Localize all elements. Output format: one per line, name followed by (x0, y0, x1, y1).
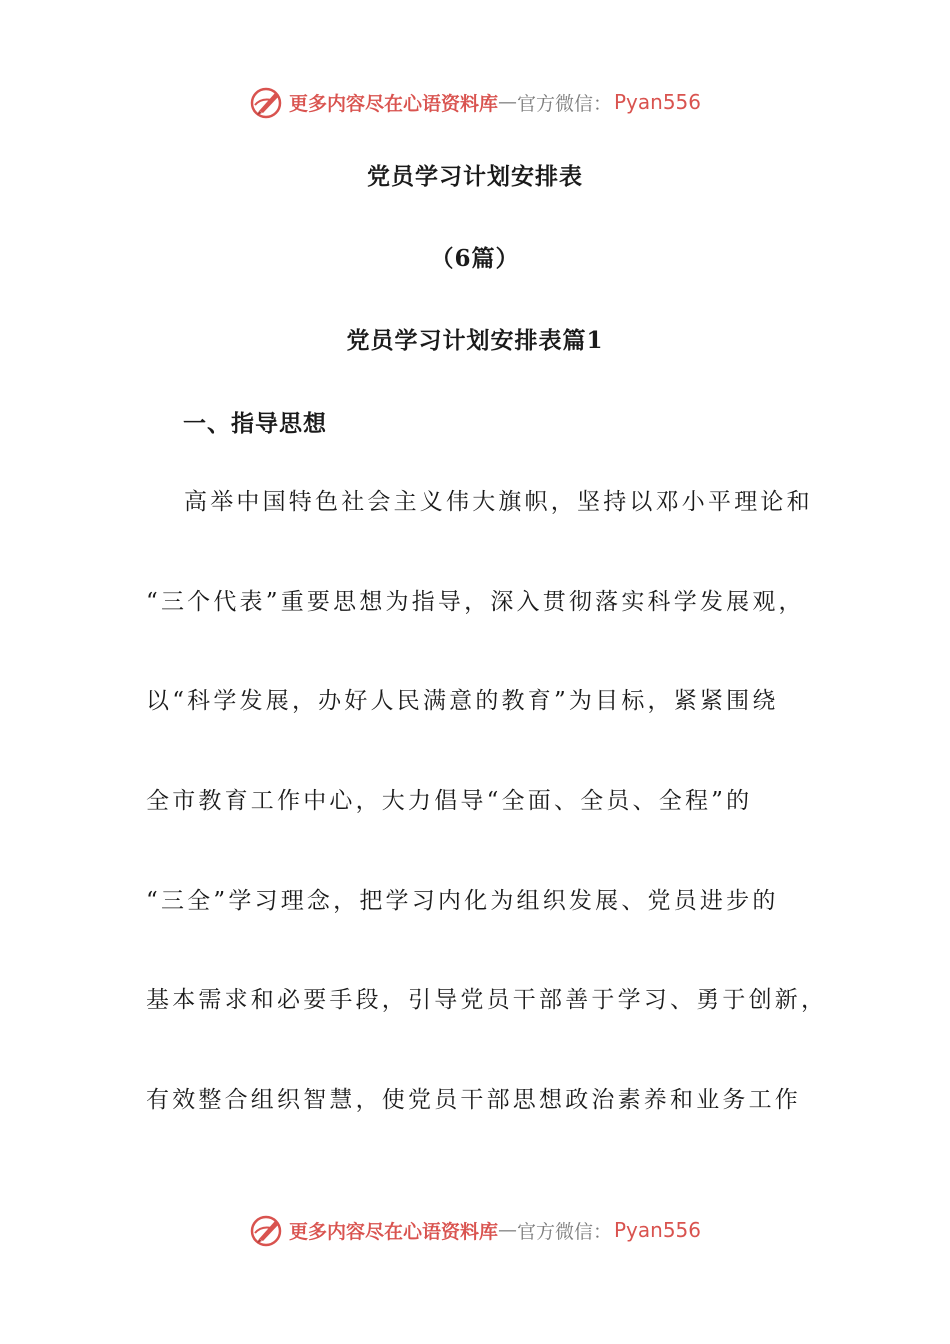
banner-main-text: 更多内容尽在心语资料库 (288, 92, 498, 115)
banner-main-text: 更多内容尽在心语资料库 (288, 1220, 498, 1243)
paragraph-line: “三全”学习理念，把学习内化为组织发展、党员进步的 (146, 887, 779, 914)
banner-dash: — (497, 91, 517, 113)
bottom-watermark-banner (0, 1208, 950, 1252)
document-title: 党员学习计划安排表 (367, 163, 583, 190)
banner-wechat-label: 官方微信： (516, 1220, 612, 1243)
banner-dash: — (497, 1219, 517, 1241)
paragraph-line: 全市教育工作中心，大力倡导“全面、全员、全程”的 (146, 788, 753, 815)
pen-logo-icon (249, 84, 285, 120)
section-heading: 一、指导思想 (183, 410, 327, 437)
top-watermark-banner (0, 80, 950, 124)
banner-wechat-id: Pyan556 (614, 1218, 702, 1242)
pen-logo-icon (249, 1212, 285, 1248)
paragraph-line: 以“科学发展，办好人民满意的教育”为目标，紧紧围绕 (146, 688, 779, 715)
paragraph-line: 基本需求和必要手段，引导党员干部善于学习、勇于创新， (146, 987, 828, 1014)
section-title: 党员学习计划安排表篇1 (346, 327, 604, 354)
paragraph-line: 有效整合组织智慧，使党员干部思想政治素养和业务工作 (146, 1087, 801, 1114)
paragraph-line: 高举中国特色社会主义伟大旗帜，坚持以邓小平理论和 (184, 489, 813, 515)
paragraph-line: “三个代表”重要思想为指导，深入贯彻落实科学发展观， (146, 588, 805, 615)
body-paragraph (146, 476, 828, 1174)
banner-wechat-label: 官方微信： (516, 92, 612, 115)
banner-wechat-id: Pyan556 (614, 90, 702, 114)
document-subtitle: （6篇） (430, 245, 520, 272)
